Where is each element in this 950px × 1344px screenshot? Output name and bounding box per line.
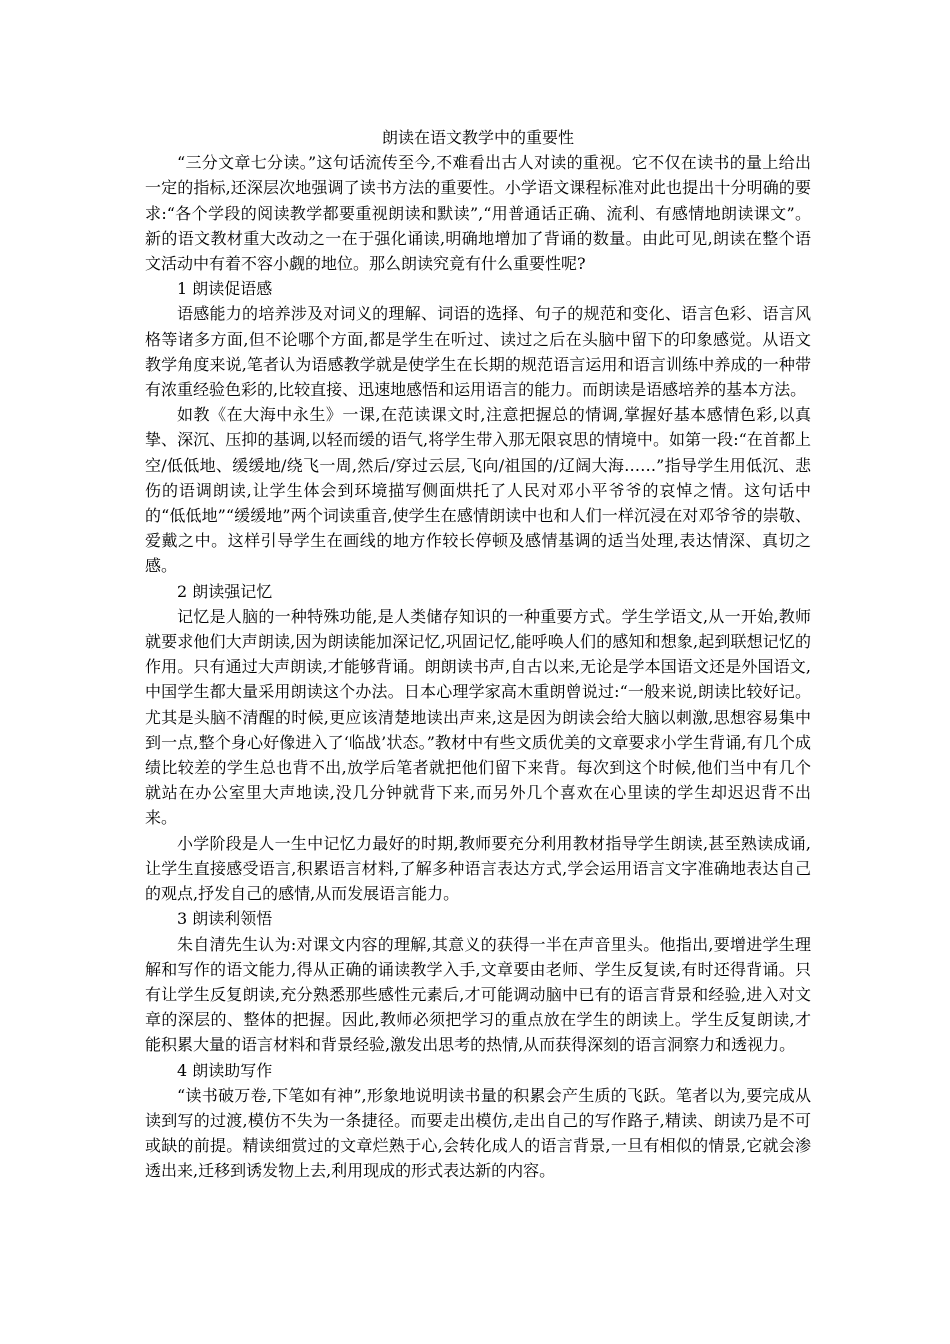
- section-heading: 4 朗读助写作: [177, 1060, 273, 1080]
- body-paragraph: 语感能力的培养涉及对词义的理解、词语的选择、句子的规范和变化、语言色彩、语言风格等诸多方面,但不论哪个方面,都是学生在听过、读过之后在头脑中留下的印象感觉。从语文教学角度来说,笔者认为语感教学就是使学生在长期的规范语言运用和语言训练中养成的一种带有浓重经验色彩的,比较直接、迅速地感悟和运用语言的能力。而朗读是语感培养的基本方法。: [145, 304, 811, 400]
- document-title: 朗读在语文教学中的重要性: [381, 128, 574, 147]
- section-heading: 1 朗读促语感: [177, 279, 273, 299]
- document-page: [145, 125, 811, 1184]
- section-heading: 2 朗读强记忆: [177, 581, 273, 601]
- body-paragraph: 如教《在大海中永生》一课,在范读课文时,注意把握总的情调,掌握好基本感情色彩,以真挚、深沉、压抑的基调,以轻而缓的语气,将学生带入那无限哀思的情境中。如第一段:“在首都上空/低低地、缓缓地/绕飞一周,然后/穿过云层,飞向/祖国的/辽阔大海……”指导学生用低沉、悲伤的语调朗读,让学生体会到环境描写侧面烘托了人民对邓小平爷爷的哀悼之情。这句话中的“低低地”“缓缓地”两个词读重音,使学生在感情朗读中也和人们一样沉浸在对邓爷爷的崇敬、爱戴之中。这样引导学生在画线的地方作较长停顿及感情基调的适当处理,表达情深、真切之感。: [145, 405, 811, 576]
- body-paragraph: 记忆是人脑的一种特殊功能,是人类储存知识的一种重要方式。学生学语文,从一开始,教师就要求他们大声朗读,因为朗读能加深记忆,巩固记忆,能呼唤人们的感知和想象,起到联想记忆的作用。只有通过大声朗读,才能够背诵。朗朗读书声,自古以来,无论是学本国语文还是外国语文,中国学生都大量采用朗读这个办法。日本心理学家高木重朗曾说过:“一般来说,朗读比较好记。尤其是头脑不清醒的时候,更应该清楚地读出声来,这是因为朗读会给大脑以刺激,思想容易集中到一点,整个身心好像进入了‘临战’状态。”教材中有些文质优美的文章要求小学生背诵,有几个成绩比较差的学生总也背不出,放学后笔者就把他们留下来背。每次到这个时候,他们当中有几个就站在办公室里大声地读,没几分钟就背下来,而另外几个喜欢在心里读的学生却迟迟背不出来。: [145, 606, 811, 828]
- section-heading: 3 朗读利领悟: [177, 909, 273, 929]
- document-body: [145, 150, 811, 1183]
- body-paragraph: “读书破万卷,下笔如有神”,形象地说明读书量的积累会产生质的飞跃。笔者以为,要完成从读到写的过渡,模仿不失为一条捷径。而要走出模仿,走出自己的写作路子,精读、朗读乃是不可或缺的前提。精读细赏过的文章烂熟于心,会转化成人的语言背景,一旦有相似的情景,它就会渗透出来,迁移到诱发物上去,利用现成的形式表达新的内容。: [145, 1085, 811, 1181]
- body-paragraph: “三分文章七分读。”这句话流传至今,不难看出古人对读的重视。它不仅在读书的量上给出一定的指标,还深层次地强调了读书方法的重要性。小学语文课程标准对此也提出十分明确的要求:“各个学段的阅读教学都要重视朗读和默读”,“用普通话正确、流利、有感情地朗读课文”。新的语文教材重大改动之一在于强化诵读,明确地增加了背诵的数量。由此可见,朗读在整个语文活动中有着不容小觑的地位。那么朗读究竟有什么重要性呢?: [145, 153, 811, 274]
- body-paragraph: 朱自清先生认为:对课文内容的理解,其意义的获得一半在声音里头。他指出,要增进学生理解和写作的语文能力,得从正确的诵读教学入手,文章要由老师、学生反复读,有时还得背诵。只有让学生反复朗读,充分熟悉那些感性元素后,才可能调动脑中已有的语言背景和经验,进入对文章的深层的、整体的把握。因此,教师必须把学习的重点放在学生的朗读上。学生反复朗读,才能积累大量的语言材料和背景经验,激发出思考的热情,从而获得深刻的语言洞察力和透视力。: [145, 934, 811, 1055]
- body-paragraph: 小学阶段是人一生中记忆力最好的时期,教师要充分利用教材指导学生朗读,甚至熟读成诵,让学生直接感受语言,积累语言材料,了解多种语言表达方式,学会运用语言文字准确地表达自己的观点,抒发自己的感情,从而发展语言能力。: [145, 833, 811, 904]
